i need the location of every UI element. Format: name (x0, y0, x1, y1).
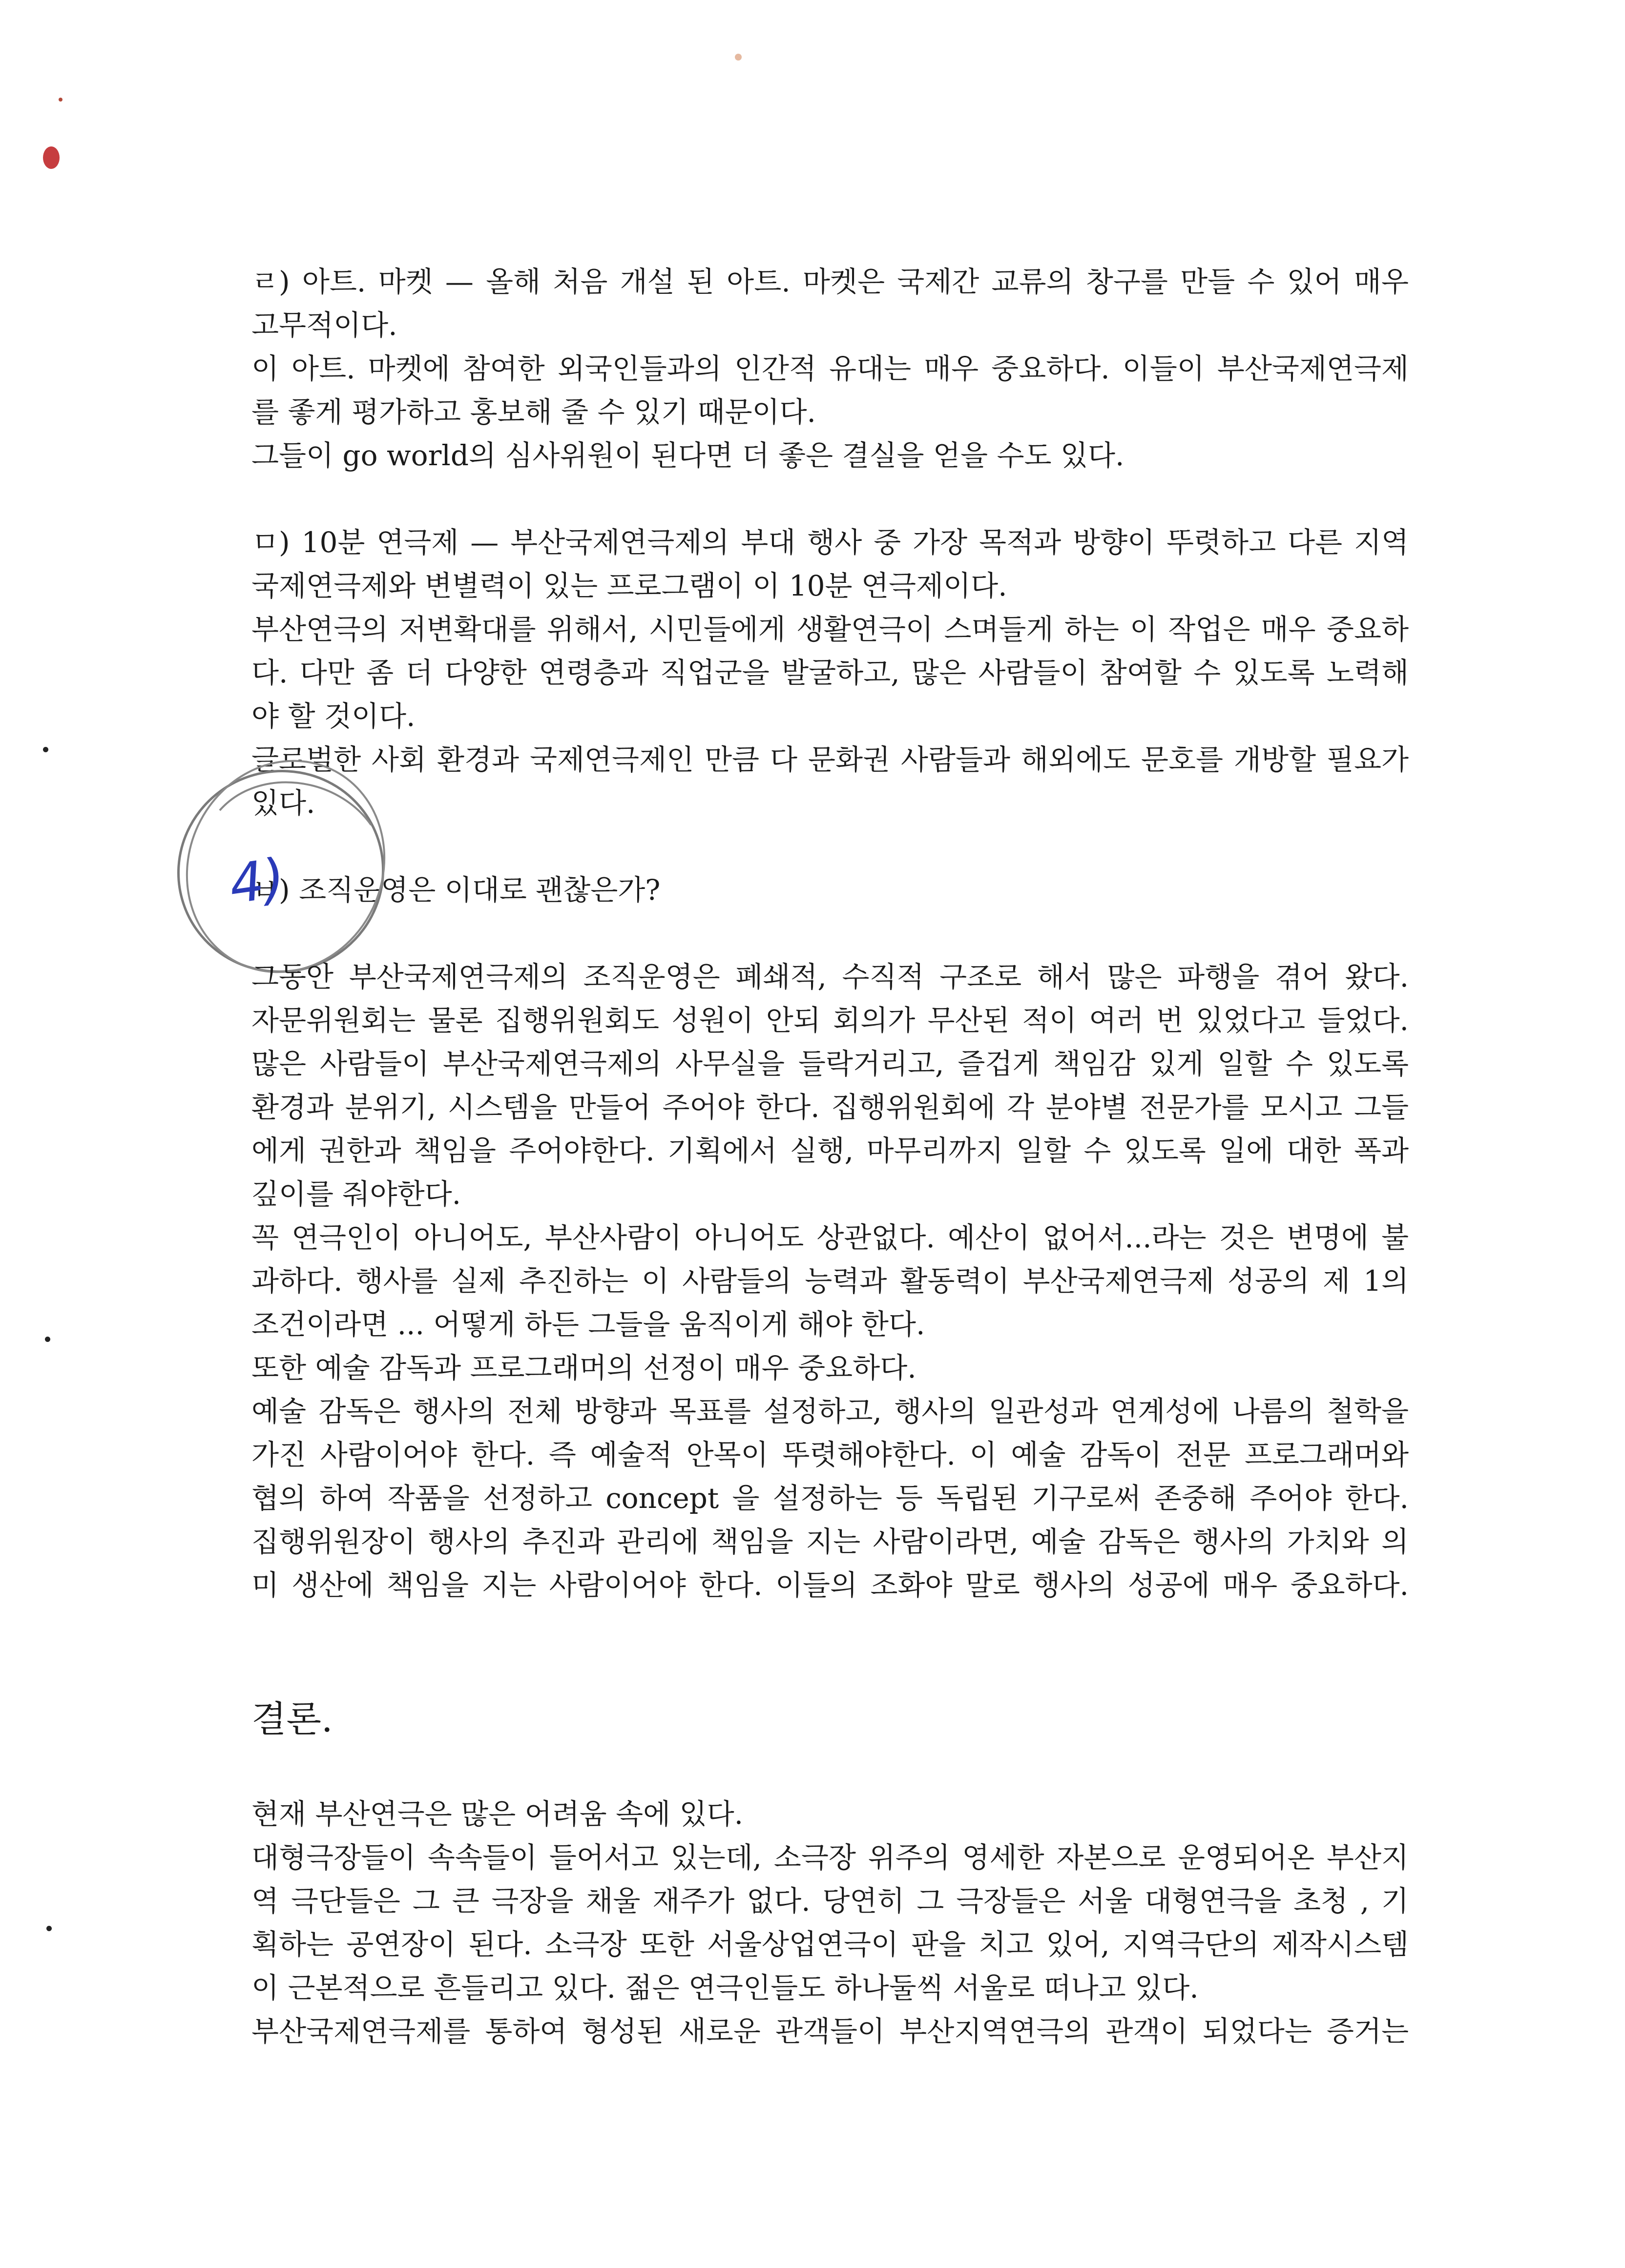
text-line: 그들이 go world의 심사위원이 된다면 더 좋은 결실을 얻을 수도 있다. (251, 439, 1125, 472)
text-line: 현재 부산연극은 많은 어려움 속에 있다. (251, 1797, 744, 1831)
text-line: 에게 권한과 책임을 주어야한다. 기획에서 실행, 마무리까지 일할 수 있도록 일에 대한 폭과 (251, 1134, 1409, 1167)
ink-speck (59, 98, 62, 102)
text-line: 역 극단들은 그 큰 극장을 채울 재주가 없다. 당연히 그 극장들은 서울 대형연극을 초청 , 기 (251, 1884, 1409, 1917)
text-line: 그동안 부산국제연극제의 조직운영은 폐쇄적, 수직적 구조로 해서 많은 파행을 겪어 왔다. (251, 960, 1409, 993)
text-line: 를 좋게 평가하고 홍보해 줄 수 있기 때문이다. (251, 395, 816, 429)
text-line: 이 근본적으로 흔들리고 있다. 젊은 연극인들도 하나둘씩 서울로 떠나고 있다. (251, 1971, 1199, 2004)
text-line: 부산국제연극제를 통하여 형성된 새로운 관객들이 부산지역연극의 관객이 되었다는 증거는 (251, 2015, 1409, 2048)
text-line: 부산연극의 저변확대를 위해서, 시민들에게 생활연극이 스며들게 하는 이 작업은 매우 중요하 (251, 613, 1409, 646)
ink-speck (43, 747, 48, 752)
text-line: 또한 예술 감독과 프로그래머의 선정이 매우 중요하다. (251, 1351, 917, 1384)
ink-speck (735, 54, 742, 61)
red-ink-spot (43, 146, 60, 169)
text-line: 글로벌한 사회 환경과 국제연극제인 만큼 다 문화권 사람들과 해외에도 문호를 개방할 필요가 (251, 743, 1409, 776)
text-line: 예술 감독은 행사의 전체 방향과 목표를 설정하고, 행사의 일관성과 연계성에 나름의 철학을 (251, 1395, 1409, 1428)
text-line: 국제연극제와 변별력이 있는 프로그램이 이 10분 연극제이다. (251, 569, 1007, 602)
text-line: 협의 하여 작품을 선정하고 concept 을 설정하는 등 독립된 기구로써 존중해 주어야 한다. (251, 1482, 1409, 1515)
text-line: 자문위원회는 물론 집행위원회도 성원이 안되 회의가 무산된 적이 여러 번 있었다고 들었다. (251, 1004, 1409, 1037)
section-heading: ㅂ) 조직운영은 이대로 괜찮은가? (251, 873, 661, 907)
text-line: 가진 사람이어야 한다. 즉 예술적 안목이 뚜렷해야한다. 이 예술 감독이 전문 프로그래머와 (251, 1438, 1409, 1471)
text-line: 조건이라면 ... 어떻게 하든 그들을 움직이게 해야 한다. (251, 1308, 925, 1341)
text-line: 많은 사람들이 부산국제연극제의 사무실을 들락거리고, 즐겁게 책임감 있게 일할 수 있도록 (251, 1047, 1409, 1080)
text-line: ㄹ) 아트. 마켓 — 올해 처음 개설 된 아트. 마켓은 국제간 교류의 창구를 만들 수 있어 매우 (251, 265, 1409, 298)
ink-speck (45, 1337, 50, 1342)
text-line: 대형극장들이 속속들이 들어서고 있는데, 소극장 위주의 영세한 자본으로 운영되어온 부산지 (251, 1841, 1409, 1874)
text-line: 야 할 것이다. (251, 700, 416, 733)
pencil-circle-annotation (161, 747, 415, 991)
text-line: 집행위원장이 행사의 추진과 관리에 책임을 지는 사람이라면, 예술 감독은 행사의 가치와 의 (251, 1525, 1409, 1558)
conclusion-heading: 결론. (251, 1698, 333, 1740)
text-line: 이 아트. 마켓에 참여한 외국인들과의 인간적 유대는 매우 중요하다. 이들이 부산국제연극제 (251, 352, 1409, 385)
text-line: 깊이를 줘야한다. (251, 1177, 461, 1211)
text-line: 미 생산에 책임을 지는 사람이어야 한다. 이들의 조화야 말로 행사의 성공에 매우 중요하다. (251, 1568, 1409, 1602)
text-line: 과하다. 행사를 실제 추진하는 이 사람들의 능력과 활동력이 부산국제연극제 성공의 제 1의 (251, 1264, 1409, 1298)
text-line: 다. 다만 좀 더 다양한 연령층과 직업군을 발굴하고, 많은 사람들이 참여할 수 있도록 노력해 (251, 656, 1409, 689)
text-line: 고무적이다. (251, 309, 397, 342)
handwritten-mark: 4) (225, 846, 289, 916)
text-line: ㅁ) 10분 연극제 — 부산국제연극제의 부대 행사 중 가장 목적과 방향이 뚜렷하고 다른 지역 (251, 526, 1409, 559)
text-line: 있다. (251, 786, 315, 820)
text-line: 환경과 분위기, 시스템을 만들어 주어야 한다. 집행위원회에 각 분야별 전문가를 모시고 그들 (251, 1091, 1409, 1124)
ink-speck (46, 1926, 52, 1931)
text-line: 꼭 연극인이 아니어도, 부산사람이 아니어도 상관없다. 예산이 없어서...라는 것은 변명에 불 (251, 1221, 1409, 1254)
text-line: 획하는 공연장이 된다. 소극장 또한 서울상업연극이 판을 치고 있어, 지역극단의 제작시스템 (251, 1928, 1409, 1961)
